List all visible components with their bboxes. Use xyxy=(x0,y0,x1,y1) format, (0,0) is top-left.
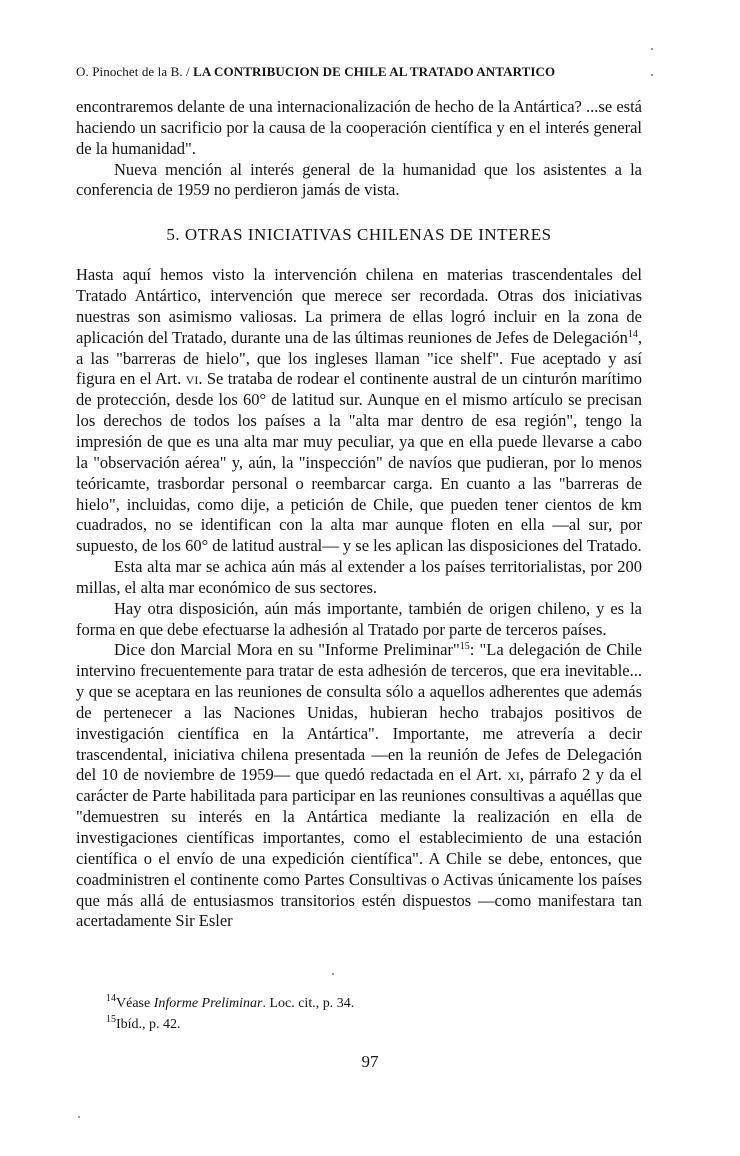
footnote-ref-14: 14 xyxy=(627,328,638,340)
article-number-vi: vi xyxy=(185,369,199,389)
footnote-number: 14 xyxy=(106,993,116,1004)
footnote-ref-15: 15 xyxy=(459,641,470,653)
footnote-text: . Loc. cit., p. 34. xyxy=(262,996,355,1011)
scan-speck xyxy=(78,1116,80,1118)
paragraph-6-text-a: Dice don Marcial Mora en su "Informe Preliminar" xyxy=(114,640,460,660)
running-header xyxy=(76,64,661,80)
paragraph-5: Hay otra disposición, aún más importante, también de origen chileno, y es la forma en que debe efectuarse la adhesión al Tratado por parte de terceros países. xyxy=(76,598,642,639)
header-title: LA CONTRIBUCION DE CHILE AL TRATADO ANTARTICO xyxy=(193,64,556,79)
scan-speck xyxy=(332,973,334,975)
scan-speck xyxy=(651,48,653,50)
paragraph-3-text-b: , a las "barreras de hielo", que los ingleses llaman "ice shelf". Fue aceptado y así figura en el Art. xyxy=(76,327,642,389)
paragraph-2: Nueva mención al interés general de la humanidad que los asistentes a la conferencia de 1959 no perdieron jamás de vista. xyxy=(76,159,642,200)
scan-speck xyxy=(651,74,653,76)
page-number: 97 xyxy=(361,1052,379,1071)
body-text xyxy=(76,97,642,932)
section-heading: 5. OTRAS INICIATIVAS CHILENAS DE INTERES xyxy=(166,225,552,245)
footnote-text: Ibíd., p. 42. xyxy=(116,1017,181,1032)
paragraph-3-text-c: . Se trataba de rodear el continente austral de un cinturón marítimo de protección, desde los 60° de latitud sur. Aunque en el mismo artículo se precisan los derechos de todos los países a la "alta mar dentro de esa región", tengo la impresión de que es una alta mar muy peculiar, ya que en ella puede llevarse a cabo la "observación aérea" y, aún, la "inspección" de navíos que pudieran, por lo menos teóricamte, trasbordar personal o reembarcar carga. En cuanto a las "barreras de hielo", incluidas, como dije, a petición de Chile, que pueden tener cientos de km cuadrados, no se identifican con la alta mar aunque floten en ella —al sur, por supuesto, de los 60° de latitud austral— y se les aplican las disposiciones del Tratado. xyxy=(76,369,642,556)
footnote-title: Informe Preliminar xyxy=(153,996,263,1011)
footnotes xyxy=(106,993,606,1035)
article-number-xi: xi xyxy=(507,765,520,785)
paragraph-3-text-a: Hasta aquí hemos visto la intervención chilena en materias trascendentales del Tratado Antártico, intervención que merece ser recordada. Otras dos iniciativas nuestras son asimismo valiosas. La primera de ellas logró incluir en la zona de aplicación del Tratado, durante una de las últimas reuniones de Jefes de Delegación xyxy=(76,265,642,347)
footnote-text: Véase xyxy=(116,996,154,1011)
paragraph-4: Esta alta mar se achica aún más al extender a los países territorialistas, por 200 millas, el alta mar económico de sus sectores. xyxy=(76,557,642,597)
paragraph-3 xyxy=(76,265,642,557)
paragraph-6-text-c: , párrafo 2 y da el carácter de Parte habilitada para participar en las reuniones consultivas a aquéllas que "demuestren su interés en la Antártica mediante la realización en ella de investigaciones científicas importantes, como el establecimiento de una estación científica o el envío de una expedición científica". A Chile se debe, entonces, que coadministren el continente como Partes Consultivas o Activas únicamente los países que más allá de entusiasmos transitorios estén dispuestos —como manifestara tan acertadamente Sir Esler xyxy=(76,765,642,931)
header-author: O. Pinochet de la B. / xyxy=(76,64,190,79)
paragraph-1: encontraremos delante de una internacionalización de hecho de la Antártica? ...se está haciendo un sacrificio por la causa de la cooperación científica y en el interés general de la humanidad". xyxy=(76,97,642,158)
paragraph-6-text-b: : "La delegación de Chile intervino frecuentemente para tratar de esta adhesión de terceros, que era inevitable... y que se aceptara en las reuniones de consulta sólo a aquellos adherentes que además de pertenecer a las Naciones Unidas, hubieran hecho trabajos positivos de investigación científica en la Antártica". Importante, me atrevería a decir trascendental, iniciativa chilena presentada —en la reunión de Jefes de Delegación del 10 de noviembre de 1959— que quedó redactada en el Art. xyxy=(76,640,642,785)
footnote-15 xyxy=(106,1014,606,1035)
footnote-number: 15 xyxy=(106,1014,116,1025)
paragraph-6 xyxy=(76,640,642,932)
footnote-14 xyxy=(106,993,606,1014)
